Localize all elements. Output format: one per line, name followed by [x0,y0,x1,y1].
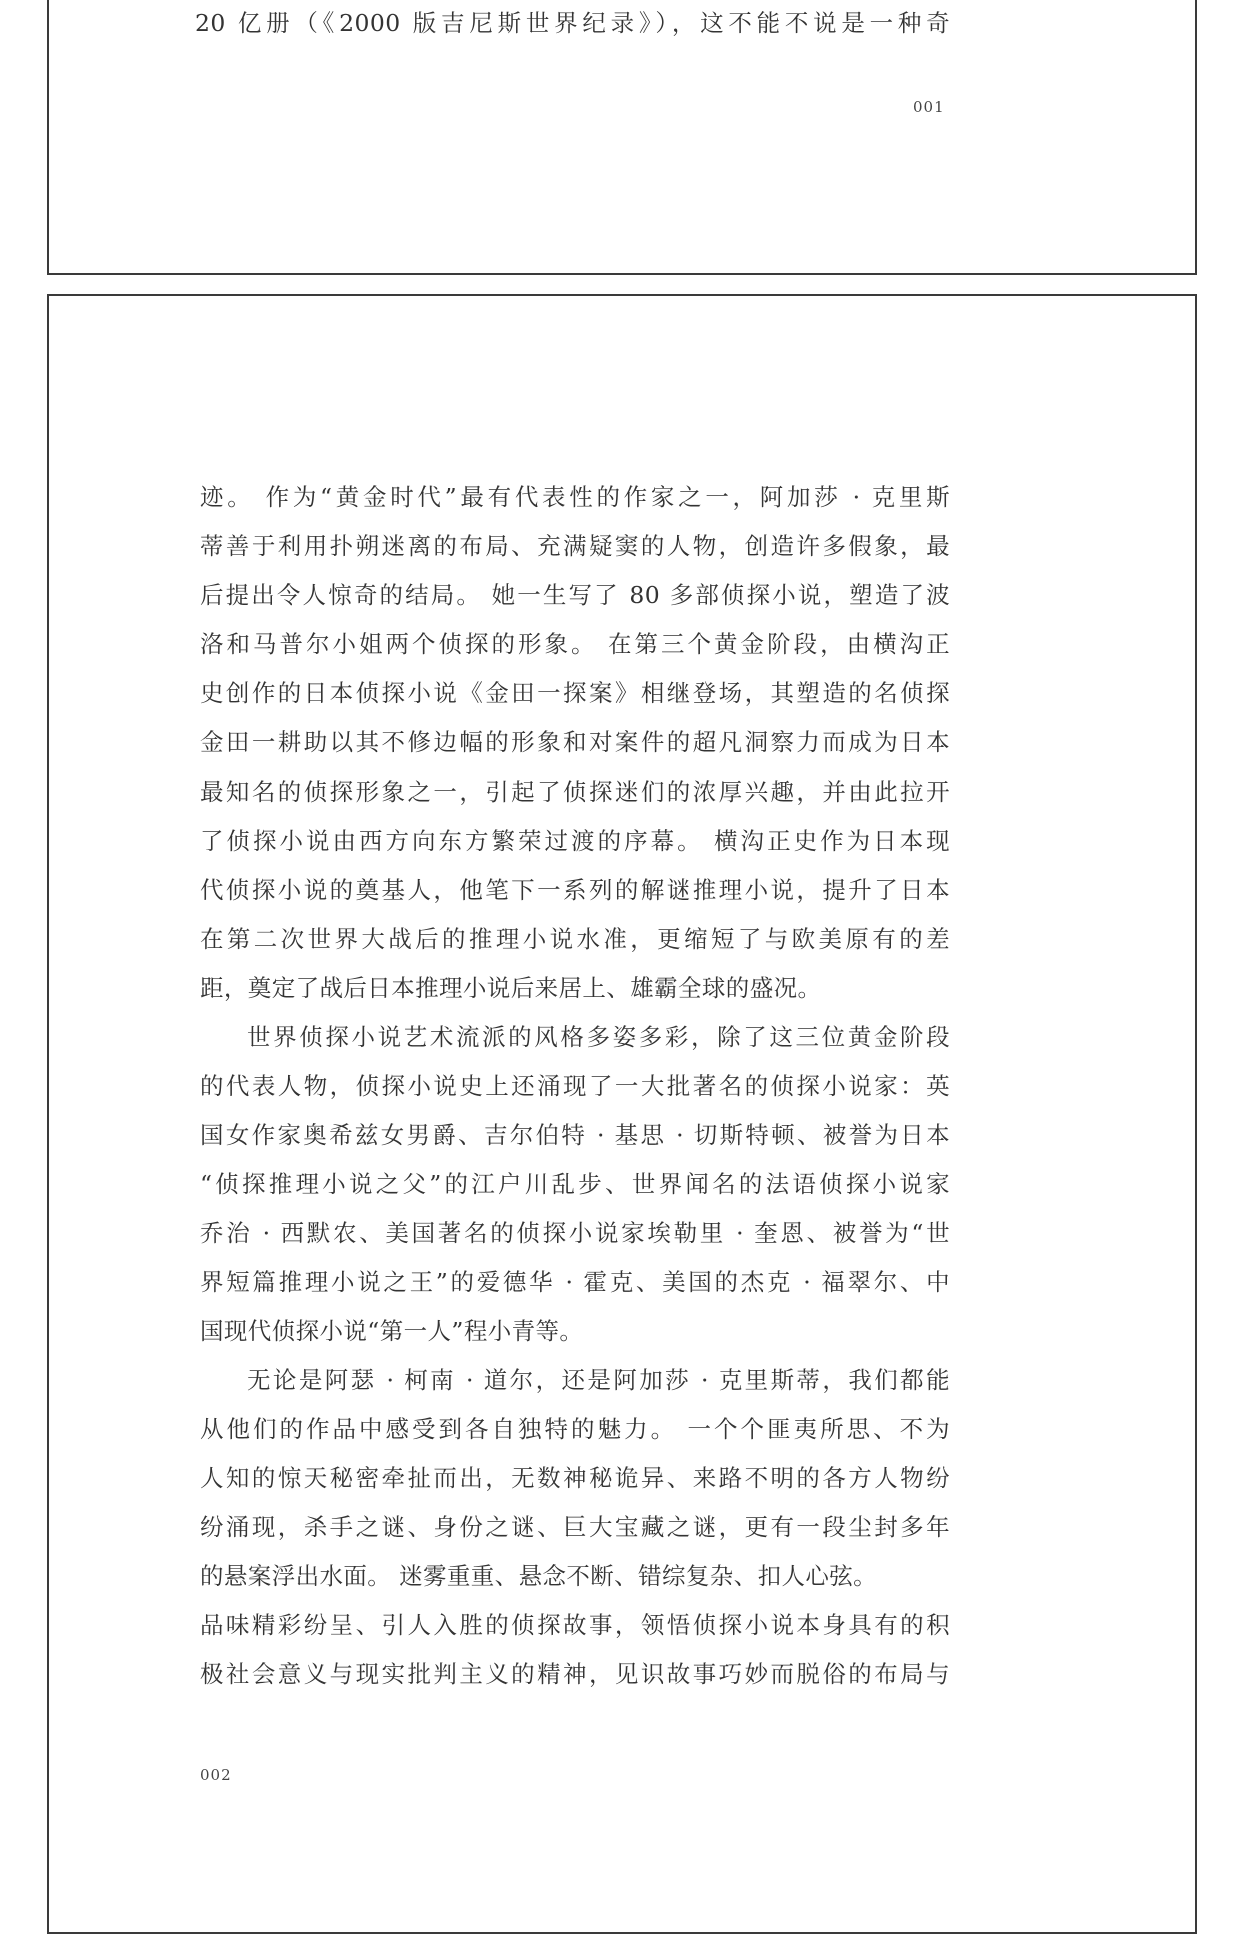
body-line: 代侦探小说的奠基人，他笔下一系列的解谜推理小说，提升了日本 [200,876,950,904]
body-line: 洛和马普尔小姐两个侦探的形象。 在第三个黄金阶段，由横沟正 [200,630,950,658]
body-line: 世界侦探小说艺术流派的风格多姿多彩，除了这三位黄金阶段 [247,1023,950,1051]
page-number-002: 002 [200,1766,232,1784]
body-line: “侦探推理小说之父”的江户川乱步、世界闻名的法语侦探小说家 [200,1170,950,1198]
body-line: 后提出令人惊奇的结局。 她一生写了 80 多部侦探小说，塑造了波 [200,581,950,609]
body-line: 史创作的日本侦探小说《金田一探案》相继登场，其塑造的名侦探 [200,679,950,707]
body-line: 蒂善于利用扑朔迷离的布局、充满疑窦的人物，创造许多假象，最 [200,532,950,560]
body-line: 最知名的侦探形象之一，引起了侦探迷们的浓厚兴趣，并由此拉开 [200,778,950,806]
body-line: 迹。 作为“黄金时代”最有代表性的作家之一，阿加莎 · 克里斯 [200,483,950,511]
body-line: 乔治 · 西默农、美国著名的侦探小说家埃勒里 · 奎恩、被誉为“世 [200,1219,950,1247]
body-line: 界短篇推理小说之王”的爱德华 · 霍克、美国的杰克 · 福翠尔、中 [200,1268,950,1296]
body-line: 的悬案浮出水面。 迷雾重重、悬念不断、错综复杂、扣人心弦。 [200,1562,878,1590]
page-number-001: 001 [913,98,945,116]
body-line: 人知的惊天秘密牵扯而出，无数神秘诡异、来路不明的各方人物纷 [200,1464,950,1492]
body-line: 国女作家奥希兹女男爵、吉尔伯特 · 基思 · 切斯特顿、被誉为日本 [200,1121,950,1149]
body-line: 国现代侦探小说“第一人”程小青等。 [200,1317,584,1345]
body-line: 在第二次世界大战后的推理小说水准，更缩短了与欧美原有的差 [200,925,950,953]
page-001 [47,0,1197,275]
body-line: 纷涌现，杀手之谜、身份之谜、巨大宝藏之谜，更有一段尘封多年 [200,1513,950,1541]
page-001-last-line: 20 亿册（《2000 版吉尼斯世界纪录》），这不能不说是一种奇 [195,9,950,37]
body-line: 品味精彩纷呈、引人入胜的侦探故事，领悟侦探小说本身具有的积 [200,1611,950,1639]
body-line: 极社会意义与现实批判主义的精神，见识故事巧妙而脱俗的布局与 [200,1660,950,1688]
body-line: 距，奠定了战后日本推理小说后来居上、雄霸全球的盛况。 [200,974,822,1002]
body-line: 无论是阿瑟 · 柯南 · 道尔，还是阿加莎 · 克里斯蒂，我们都能 [247,1366,950,1394]
body-line: 从他们的作品中感受到各自独特的魅力。 一个个匪夷所思、不为 [200,1415,950,1443]
body-line: 的代表人物，侦探小说史上还涌现了一大批著名的侦探小说家：英 [200,1072,950,1100]
body-line: 金田一耕助以其不修边幅的形象和对案件的超凡洞察力而成为日本 [200,728,950,756]
body-line: 了侦探小说由西方向东方繁荣过渡的序幕。 横沟正史作为日本现 [200,827,950,855]
